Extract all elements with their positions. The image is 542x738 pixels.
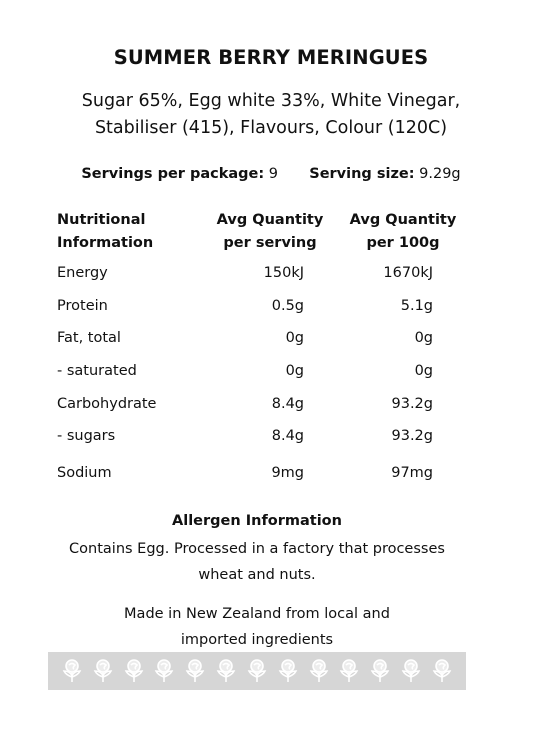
header-col3-line2: per 100g xyxy=(366,235,440,251)
serving-size-value: 9.29g xyxy=(419,166,461,182)
ingredients-line-2: Stabiliser (415), Flavours, Colour (120C) xyxy=(94,118,448,138)
per-serving-value: 0.5g xyxy=(271,298,304,314)
per-serving-value: 0g xyxy=(285,330,304,346)
rose-flower-icon xyxy=(58,657,86,685)
nutrient-label: Carbohydrate xyxy=(57,396,157,412)
table-row xyxy=(0,330,542,350)
allergen-heading: Allergen Information xyxy=(172,513,342,529)
nutrient-label: Energy xyxy=(57,265,108,281)
per-serving-value: 0g xyxy=(285,363,304,379)
origin-line-2: imported ingredients xyxy=(180,632,334,648)
nutrient-label: Fat, total xyxy=(57,330,121,346)
per-100g-value: 97mg xyxy=(391,465,433,481)
rose-flower-icon xyxy=(366,657,394,685)
per-100g-value: 5.1g xyxy=(400,298,433,314)
servings-per-package-label: Servings per package: xyxy=(81,166,265,182)
serving-size-label: Serving size: xyxy=(309,166,415,182)
table-row xyxy=(0,396,542,416)
header-nutritional-information xyxy=(57,209,153,255)
decorative-flower-band xyxy=(48,652,466,690)
header-col2-line2: per serving xyxy=(223,235,317,251)
rose-flower-icon xyxy=(335,657,363,685)
rose-flower-icon xyxy=(397,657,425,685)
nutrient-label: Sodium xyxy=(57,465,112,481)
nutrient-label: - sugars xyxy=(57,428,116,444)
rose-flower-icon xyxy=(120,657,148,685)
table-row xyxy=(0,428,542,448)
per-serving-value: 8.4g xyxy=(271,396,304,412)
rose-flower-icon xyxy=(212,657,240,685)
header-per-serving xyxy=(214,209,326,255)
origin-line-1: Made in New Zealand from local and xyxy=(124,606,390,622)
nutrient-label: - saturated xyxy=(57,363,137,379)
rose-flower-icon xyxy=(274,657,302,685)
per-100g-value: 93.2g xyxy=(391,396,433,412)
per-100g-value: 93.2g xyxy=(391,428,433,444)
per-100g-value: 0g xyxy=(414,330,433,346)
table-row xyxy=(0,465,542,485)
rose-flower-icon xyxy=(305,657,333,685)
rose-flower-icon xyxy=(89,657,117,685)
per-serving-value: 9mg xyxy=(271,465,304,481)
allergen-statement xyxy=(0,536,514,588)
header-col3-line1: Avg Quantity xyxy=(349,212,457,228)
header-col1-line2: Information xyxy=(57,235,154,251)
table-row xyxy=(0,265,542,285)
product-title: SUMMER BERRY MERINGUES xyxy=(113,46,429,69)
per-100g-value: 0g xyxy=(414,363,433,379)
header-per-100g xyxy=(347,209,459,255)
nutrient-label: Protein xyxy=(57,298,108,314)
header-col1-line1: Nutritional xyxy=(57,212,146,228)
per-serving-value: 150kJ xyxy=(263,265,304,281)
ingredients-line-1: Sugar 65%, Egg white 33%, White Vinegar, xyxy=(81,91,461,111)
rose-flower-icon xyxy=(428,657,456,685)
header-col2-line1: Avg Quantity xyxy=(216,212,324,228)
table-row xyxy=(0,363,542,383)
per-100g-value: 1670kJ xyxy=(383,265,433,281)
rose-flower-icon xyxy=(150,657,178,685)
table-row xyxy=(0,298,542,318)
per-serving-value: 8.4g xyxy=(271,428,304,444)
servings-per-package-value: 9 xyxy=(268,166,279,182)
rose-flower-icon xyxy=(243,657,271,685)
country-of-origin xyxy=(0,601,514,653)
allergen-line-2: wheat and nuts. xyxy=(198,567,316,583)
rose-flower-icon xyxy=(181,657,209,685)
allergen-line-1: Contains Egg. Processed in a factory that processes xyxy=(69,541,445,557)
